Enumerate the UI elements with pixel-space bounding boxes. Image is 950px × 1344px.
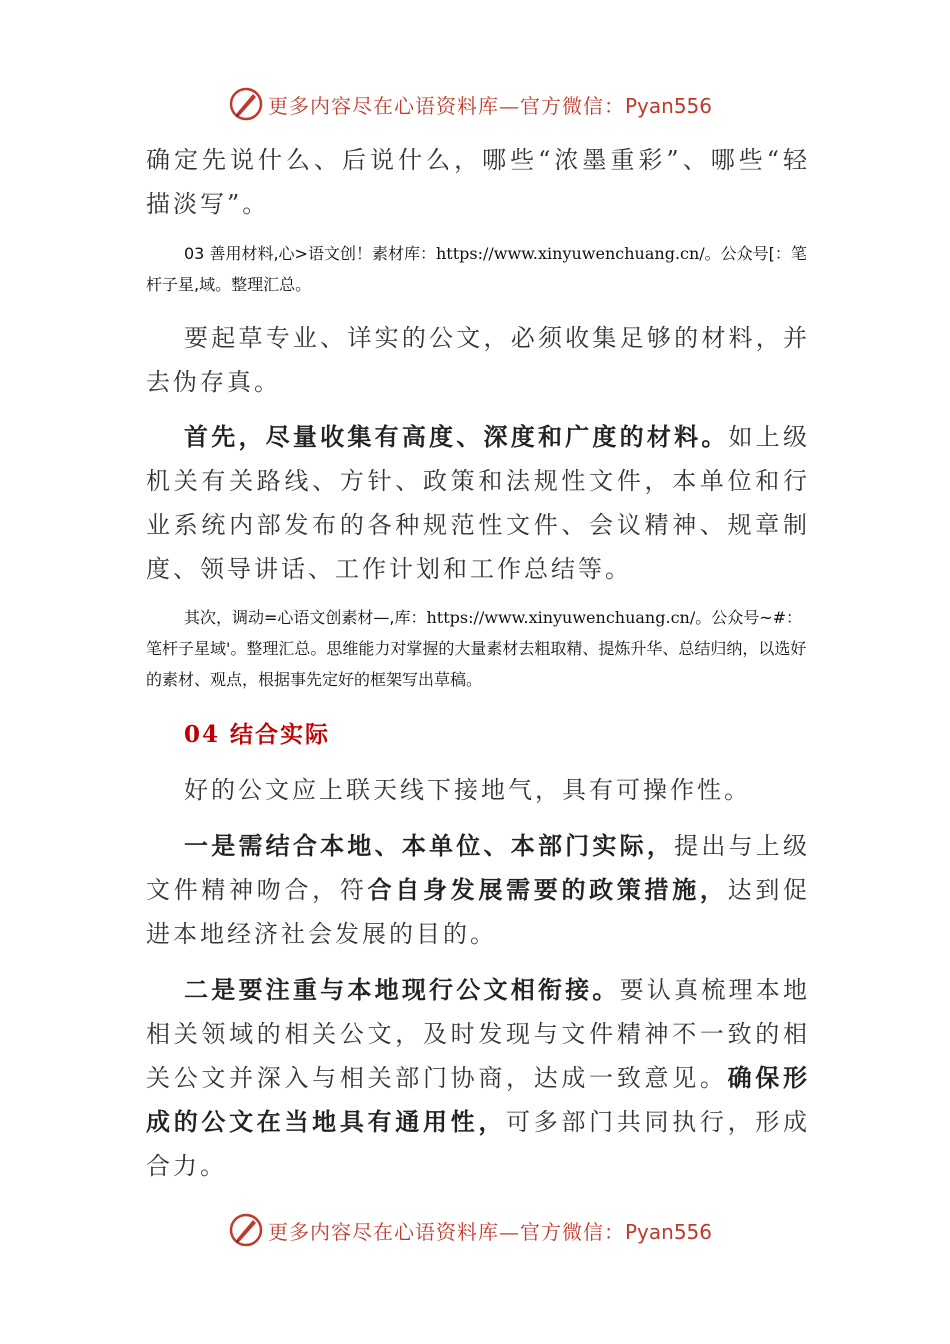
secondary-note: 其次，调动=心语文创素材—,库：https://www.xinyuwenchuang.cn/。公众号~#：笔杆子星域'。整理汇总。思维能力对掌握的大量素材去粗取精、提炼升华、总结归纳，以选好的素材、观点，根据事先定好的框架写出草稿。 — [146, 608, 807, 689]
paragraph: 好的公文应上联天线下接地气，具有可操作性。 — [184, 776, 751, 804]
paragraph: 要起草专业、详实的公文，必须收集足够的材料，并去伪存真。 — [146, 324, 810, 396]
bold-phrase: 确保形成的公文在当地具有通用性， — [146, 1063, 811, 1136]
header-banner — [228, 84, 728, 124]
banner-wechat: Pyan556 — [625, 93, 713, 118]
section-title: 04 结合实际 — [184, 721, 331, 748]
paragraph-order — [146, 138, 810, 226]
paragraph: 确定先说什么、后说什么，哪些“浓墨重彩”、哪些“轻描淡写”。 — [146, 146, 810, 218]
material-url: https://www.xinyuwenchuang.cn/ — [426, 608, 696, 627]
paragraph-one: 一是需结合本地、本单位、本部门实际，提出与上级文件精神吻合，符合自身发展需要的政策措施，达到促进本地经济社会发展的目的。 — [146, 831, 811, 948]
pen-logo-icon — [228, 1212, 264, 1248]
section-heading — [146, 716, 810, 749]
paragraph-two: 二是要注重与本地现行公文相衔接。要认真梳理本地相关领域的相关公文，及时发现与文件精神不一致的相关公文并深入与相关部门协商，达成一致意见。确保形成的公文在当地具有通用性，可多部门共同执行，形成合力。 — [146, 975, 811, 1180]
paragraph-first: 首先，尽量收集有高度、深度和广度的材料。如上级机关有关路线、方针、政策和法规性文件，本单位和行业系统内部发布的各种规范性文件、会议精神、规章制度、领导讲话、工作计划和工作总结等。 — [146, 422, 811, 583]
banner-text: 更多内容尽在心语资料库—官方微信：Pyan556 — [268, 93, 713, 118]
paragraph-materials — [146, 316, 810, 404]
banner-wechat: Pyan556 — [625, 1219, 713, 1244]
bold-lead: 一是需结合本地、本单位、本部门实际， — [184, 831, 675, 860]
bold-lead: 首先，尽量收集有高度、深度和广度的材料。 — [184, 422, 729, 451]
material-note: 03 善用材料,心>语文创！素材库：https://www.xinyuwenchuang.cn/。公众号[：笔杆子星,域。整理汇总。 — [146, 244, 807, 294]
paragraph-practice — [146, 768, 810, 812]
footer-banner — [228, 1210, 728, 1250]
pen-logo-icon — [228, 86, 264, 122]
bold-lead: 二是要注重与本地现行公文相衔接。 — [184, 975, 620, 1004]
material-url: https://www.xinyuwenchuang.cn/ — [435, 244, 705, 263]
banner-text: 更多内容尽在心语资料库—官方微信：Pyan556 — [268, 1219, 713, 1244]
bold-phrase: 合自身发展需要的政策措施， — [367, 875, 728, 904]
